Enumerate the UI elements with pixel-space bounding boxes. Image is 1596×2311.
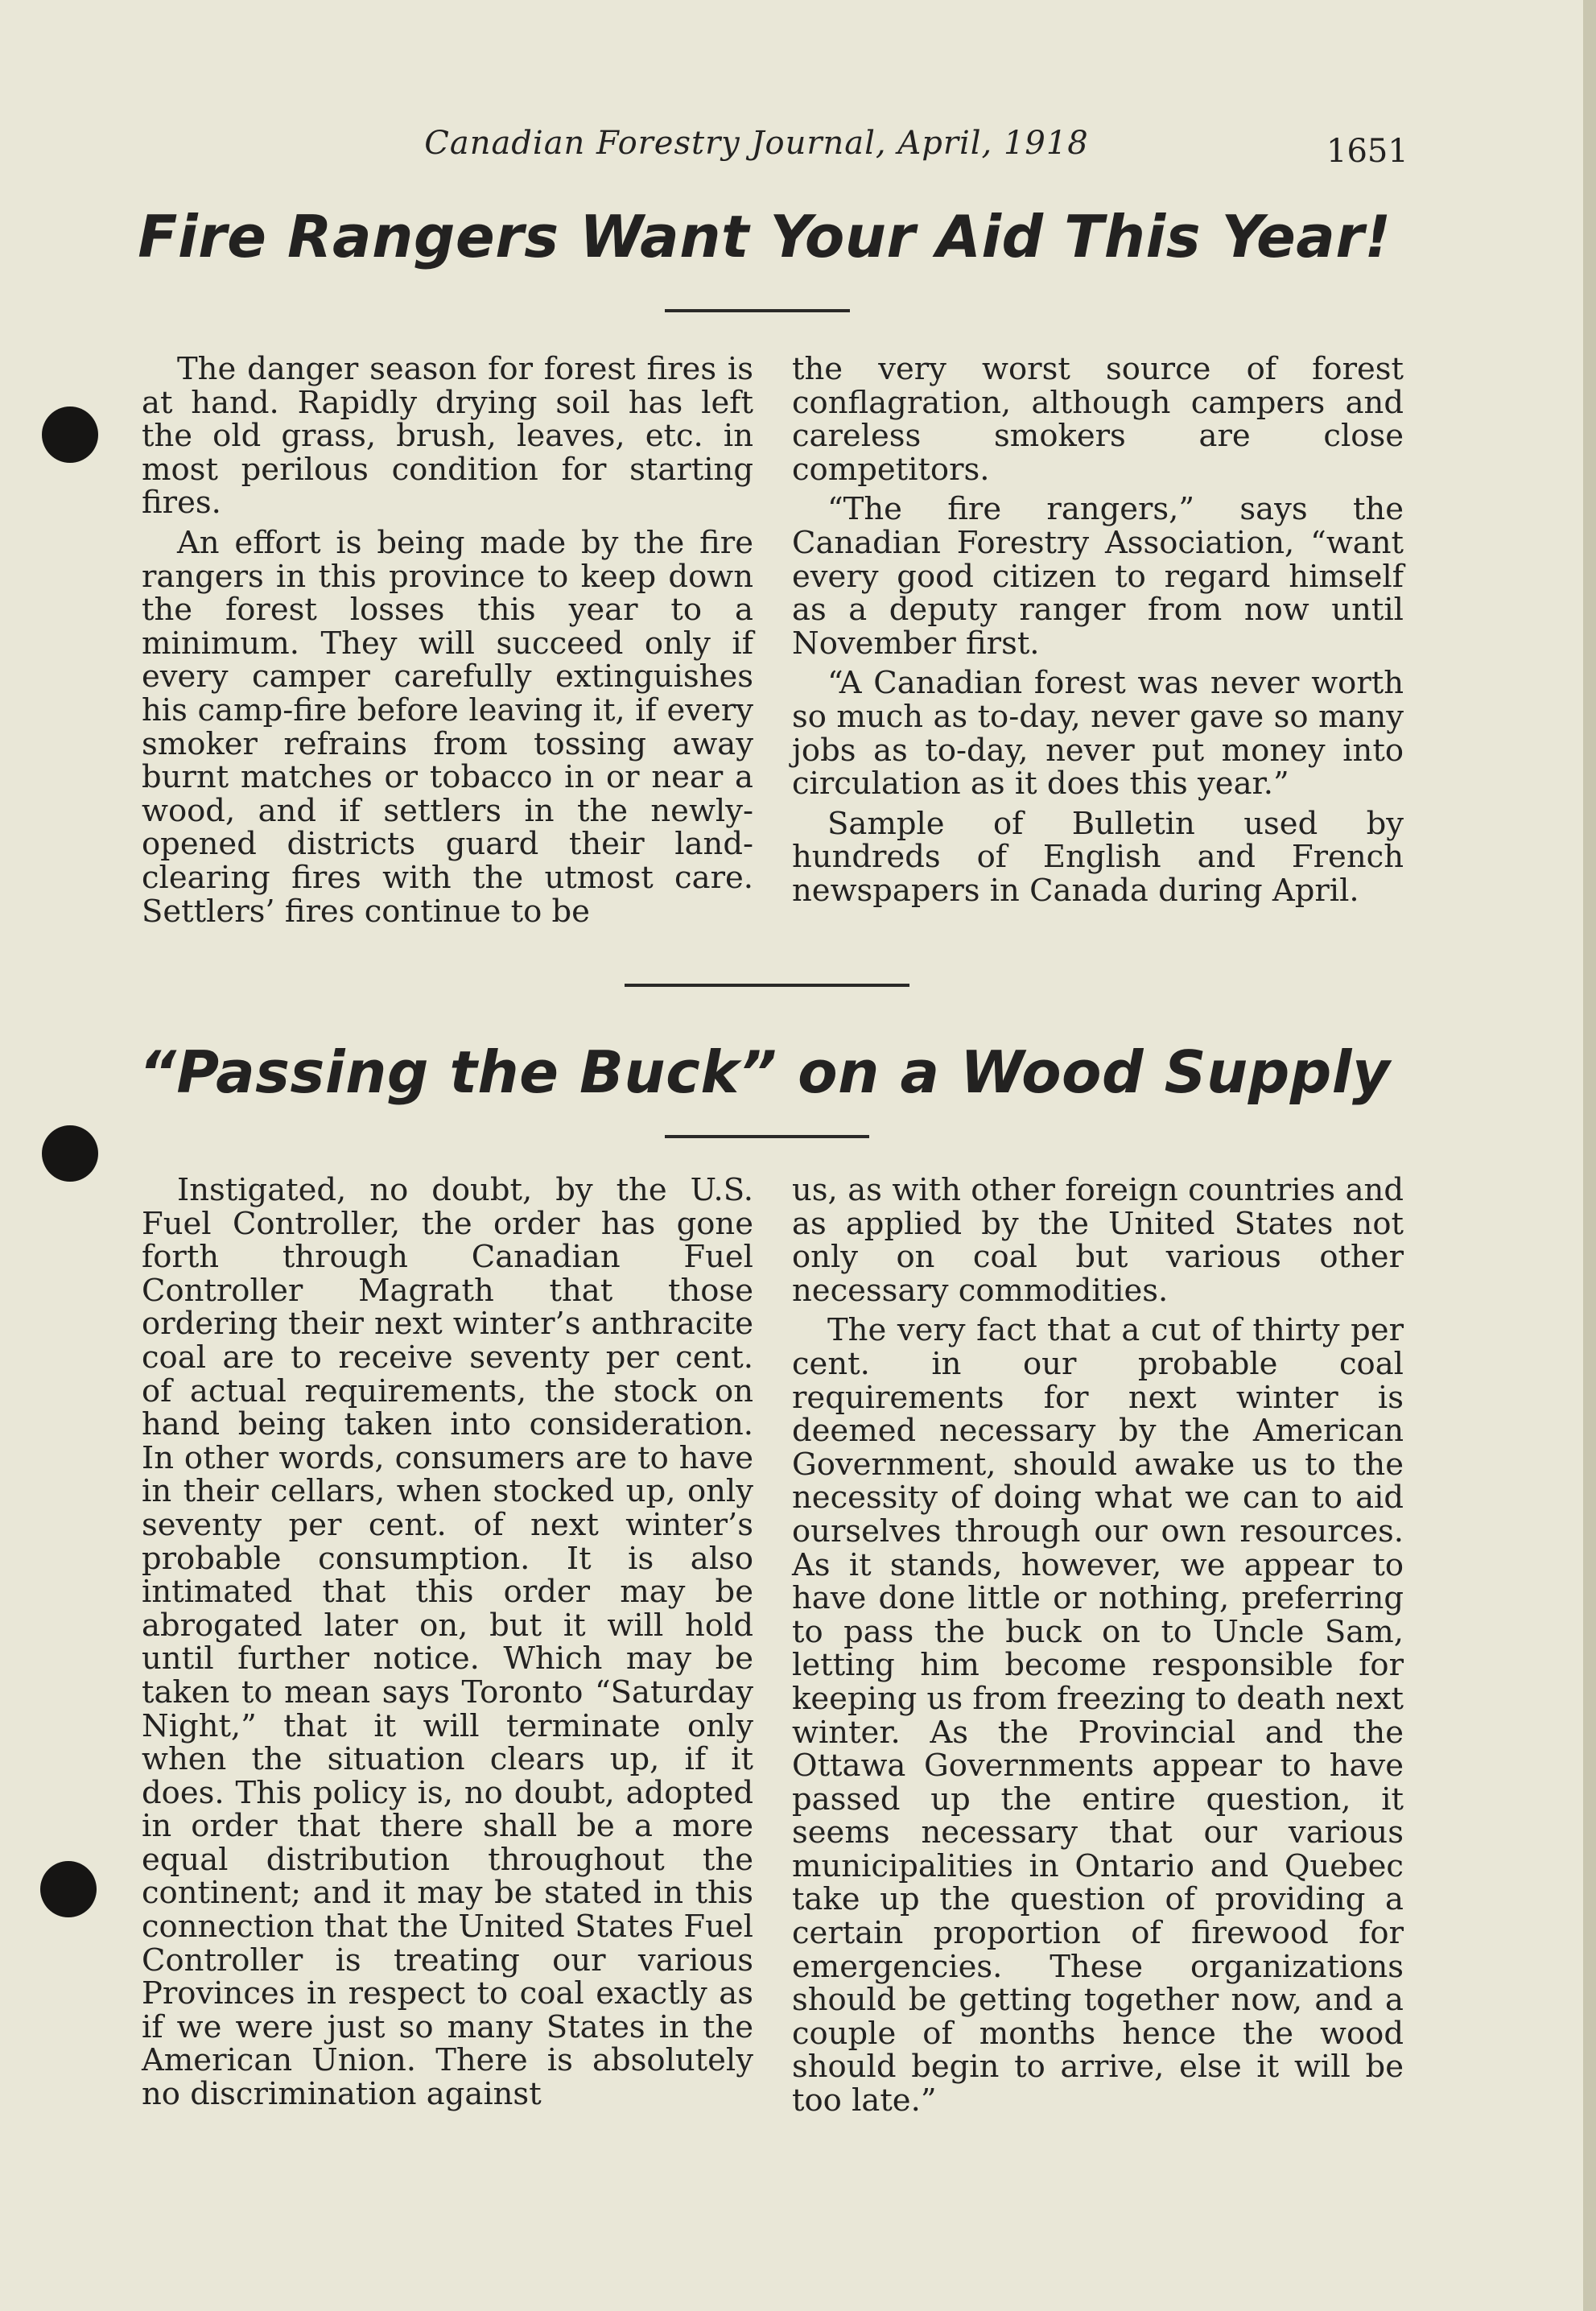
title-rule bbox=[665, 309, 850, 312]
paragraph: us, as with other foreign countries and as applied by the United States not only on coal but various other necessary commodities. bbox=[792, 1172, 1404, 1309]
punch-hole bbox=[42, 406, 98, 463]
paragraph: The danger season for forest fires is at hand. Rapidly drying soil has left the old grass, brush, leaves, etc. in most perilous condition for starting fires. bbox=[142, 351, 753, 522]
paragraph: the very worst source of forest conflagration, although campers and careless smokers are close competitors. bbox=[792, 351, 1404, 488]
section-divider bbox=[625, 984, 909, 987]
article-2-right-column bbox=[792, 1174, 1404, 2118]
punch-hole bbox=[42, 1125, 98, 1182]
article-2-left-column bbox=[142, 1174, 753, 2111]
paragraph: “The fire rangers,” says the Canadian Forestry Association, “want every good citizen to regard himself as a deputy ranger from now until November first. bbox=[792, 491, 1404, 662]
article-2-title: “Passing the Buck” on a Wood Supply bbox=[138, 1038, 1391, 1106]
punch-hole bbox=[40, 1861, 97, 1917]
page-edge bbox=[1583, 0, 1596, 2311]
paragraph: Sample of Bulletin used by hundreds of English and French newspapers in Canada during April. bbox=[792, 805, 1404, 909]
article-1-right-column bbox=[792, 353, 1404, 908]
paragraph: The very fact that a cut of thirty per cent. in our probable coal requirements for next winter is deemed necessary by the American Government, should awake us to the necessity of doing what we can to aid ourselves through our own resources. As it stands, however, we appear to have done little or nothing, preferring to pass the buck on to Uncle Sam, letting him become responsible for keeping us from freezing to death next winter. As the Provincial and the Ottawa Governments appear to have passed up the entire question, it seems necessary that our various municipalities in Ontario and Quebec take up the question of providing a certain proportion of firewood for emergencies. These organizations should be getting together now, and a couple of months hence the wood should begin to arrive, else it will be too late.” bbox=[792, 1312, 1404, 2119]
running-head: Canadian Forestry Journal, April, 1918 bbox=[424, 125, 1089, 162]
article-1-title: Fire Rangers Want Your Aid This Year! bbox=[138, 203, 1392, 270]
paragraph: Instigated, no doubt, by the U.S. Fuel Controller, the order has gone forth through Canadian Fuel Controller Magrath that those ordering their next winter’s anthracite coal are to receive seventy per cent. of actual requirements, the stock on hand being taken into consideration. In other words, consumers are to have in their cellars, when stocked up, only seventy per cent. of next winter’s probable consumption. It is also intimated that this order may be abrogated later on, but it will hold until further notice. Which may be taken to mean says Toronto “Saturday Night,” that it will terminate only when the situation clears up, if it does. This policy is, no doubt, adopted in order that there shall be a more equal distribution throughout the continent; and it may be stated in this connection that the United States Fuel Controller is treating our various Provinces in respect to coal exactly as if we were just so many States in the American Union. There is absolutely no discrimination against bbox=[142, 1172, 753, 2113]
paragraph: An effort is being made by the fire rangers in this province to keep down the forest losses this year to a minimum. They will succeed only if every camper carefully extinguishes his camp-fire before leaving it, if every smoker refrains from tossing away burnt matches or tobacco in or near a wood, and if settlers in the newly-opened districts guard their land-clearing fires with the utmost care. Settlers’ fires continue to be bbox=[142, 524, 753, 930]
title-rule bbox=[665, 1135, 869, 1138]
page-number: 1651 bbox=[1326, 133, 1408, 170]
article-1-left-column bbox=[142, 353, 753, 928]
paragraph: “A Canadian forest was never worth so much as to-day, never gave so many jobs as to-day, never put money into circulation as it does this year.” bbox=[792, 665, 1404, 803]
